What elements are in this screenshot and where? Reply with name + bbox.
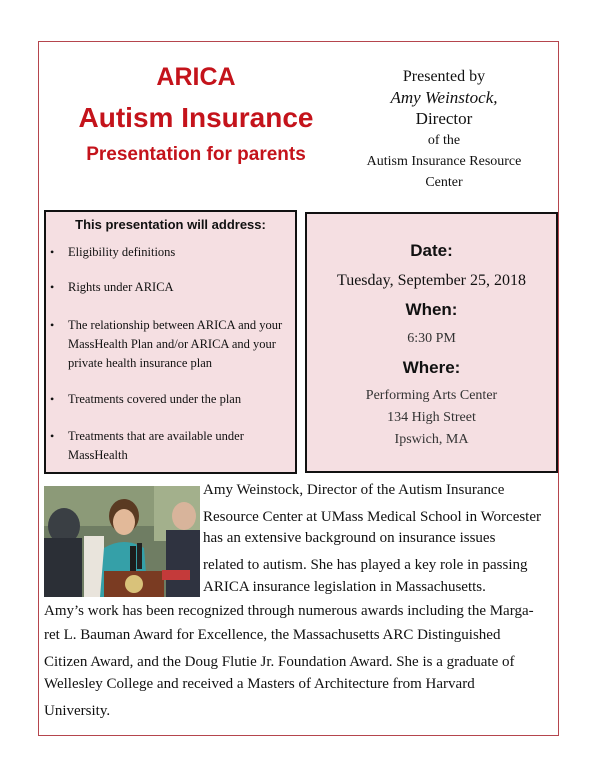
presenter-photo [44, 486, 200, 597]
date-value: Tuesday, September 25, 2018 [336, 272, 527, 289]
presenter-org-2: Center [425, 175, 463, 190]
bio-line: University. [44, 703, 111, 719]
topics-box: This presentation will address: • Eligibility definitions • Rights under ARICA • The relationship between ARICA and your MassHealth Plan and/or ARICA and your private health insurance plan • Treatments covered under the plan • Treatments that are available under MassHealth [44, 210, 297, 474]
when-label: When: [405, 300, 458, 319]
presenter-role: Director [415, 109, 473, 128]
subtitle-presentation: Presentation for parents [86, 144, 306, 165]
bullet-icon: • [50, 429, 55, 443]
where-line-2: 134 High Street [387, 410, 476, 425]
event-details-box [305, 212, 558, 473]
presenter-name: Amy Weinstock, [390, 88, 498, 107]
title-autism-insurance: Autism Insurance [78, 102, 314, 133]
bio-line: ARICA insurance legislation in Massachusetts. [203, 579, 486, 595]
bio-line: has an extensive background on insurance issues [203, 530, 496, 546]
title-arica: ARICA [156, 63, 236, 91]
presented-by: Presented by [402, 68, 486, 85]
bio-line: related to autism. She has played a key role in passing [203, 557, 528, 573]
presenter-of: of the [427, 133, 461, 148]
where-label: Where: [402, 358, 461, 377]
where-line-3: Ipswich, MA [394, 432, 469, 447]
bullet-icon: • [50, 280, 55, 294]
bullet-icon: • [50, 318, 55, 332]
bio-line: ret L. Bauman Award for Excellence, the Massachusetts ARC Distinguished [44, 627, 501, 643]
bullet-icon: • [50, 392, 55, 406]
where-line-1: Performing Arts Center [365, 388, 498, 403]
presenter-org-1: Autism Insurance Resource [366, 154, 522, 169]
bullet-icon: • [50, 245, 55, 259]
bio-line: Resource Center at UMass Medical School in Worcester [203, 509, 542, 525]
photo-illustration [44, 486, 200, 597]
bio-line: Wellesley College and received a Masters of Architecture from Harvard [44, 676, 475, 692]
bio-line: Amy Weinstock, Director of the Autism Insurance [203, 482, 505, 498]
when-value: 6:30 PM [407, 331, 456, 346]
date-label: Date: [410, 241, 453, 260]
presenter-block [346, 66, 542, 193]
topics-title: This presentation will address: [75, 217, 266, 232]
bio-line: Amy’s work has been recognized through numerous awards including the Marga- [44, 603, 534, 619]
title-block [48, 62, 344, 167]
bio-line: Citizen Award, and the Doug Flutie Jr. Foundation Award. She is a graduate of [44, 654, 515, 670]
